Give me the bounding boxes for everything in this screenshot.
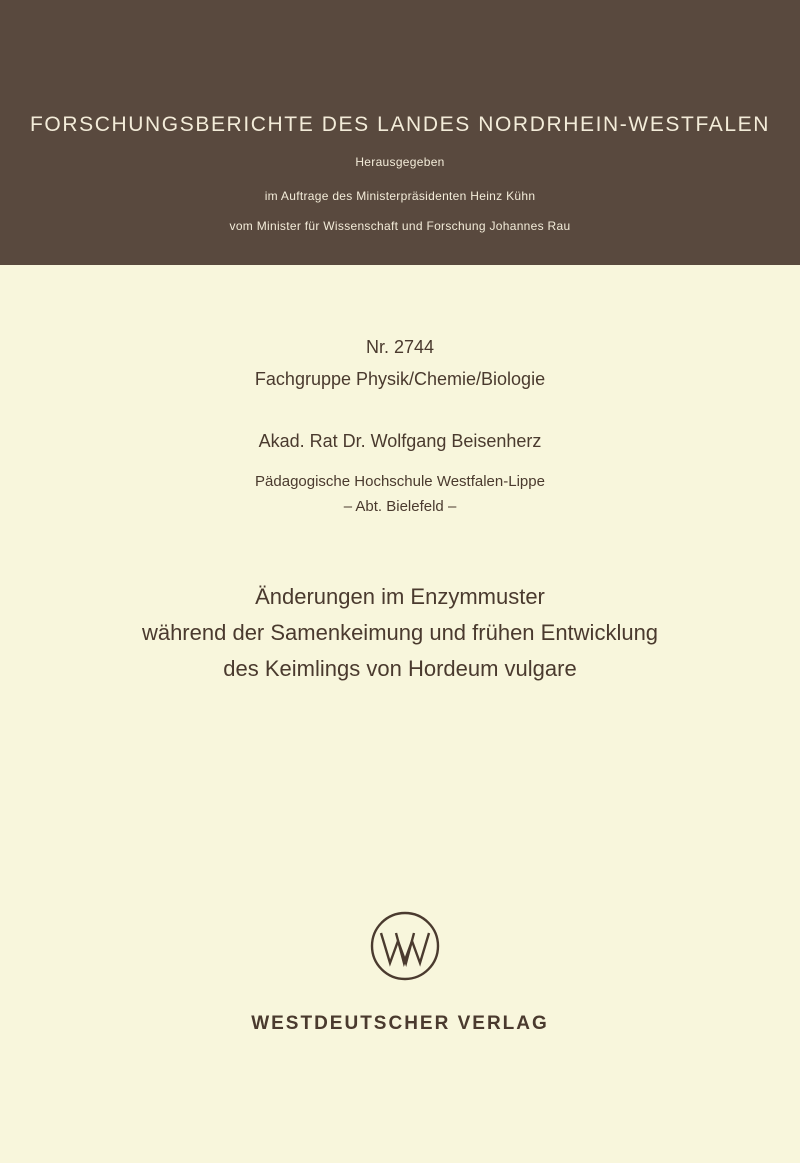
title-line-3: des Keimlings von Hordeum vulgare <box>223 656 577 681</box>
report-number: Nr. 2744 <box>365 337 435 357</box>
title-line-1: Änderungen im Enzymmuster <box>255 584 545 609</box>
author-name: Akad. Rat Dr. Wolfgang Beisenherz <box>258 431 542 451</box>
book-title <box>0 579 800 687</box>
institution-line-2: – Abt. Bielefeld – <box>343 498 457 515</box>
publisher-name: WESTDEUTSCHER VERLAG <box>251 1013 549 1034</box>
publisher-logo-icon <box>370 911 440 981</box>
editor-line-3: vom Minister für Wissenschaft und Forschung Johannes Rau <box>229 219 571 233</box>
institution-line-1: Pädagogische Hochschule Westfalen-Lippe <box>255 473 545 490</box>
header-band <box>0 0 800 265</box>
editor-line-2: im Auftrage des Ministerpräsidenten Heinz Kühn <box>264 189 536 203</box>
series-title: FORSCHUNGSBERICHTE DES LANDES NORDRHEIN-WESTFALEN <box>30 113 770 136</box>
editor-line-1: Herausgegeben <box>355 155 445 169</box>
title-line-2: während der Samenkeimung und frühen Entwicklung <box>141 620 659 645</box>
subject-group: Fachgruppe Physik/Chemie/Biologie <box>254 369 546 389</box>
